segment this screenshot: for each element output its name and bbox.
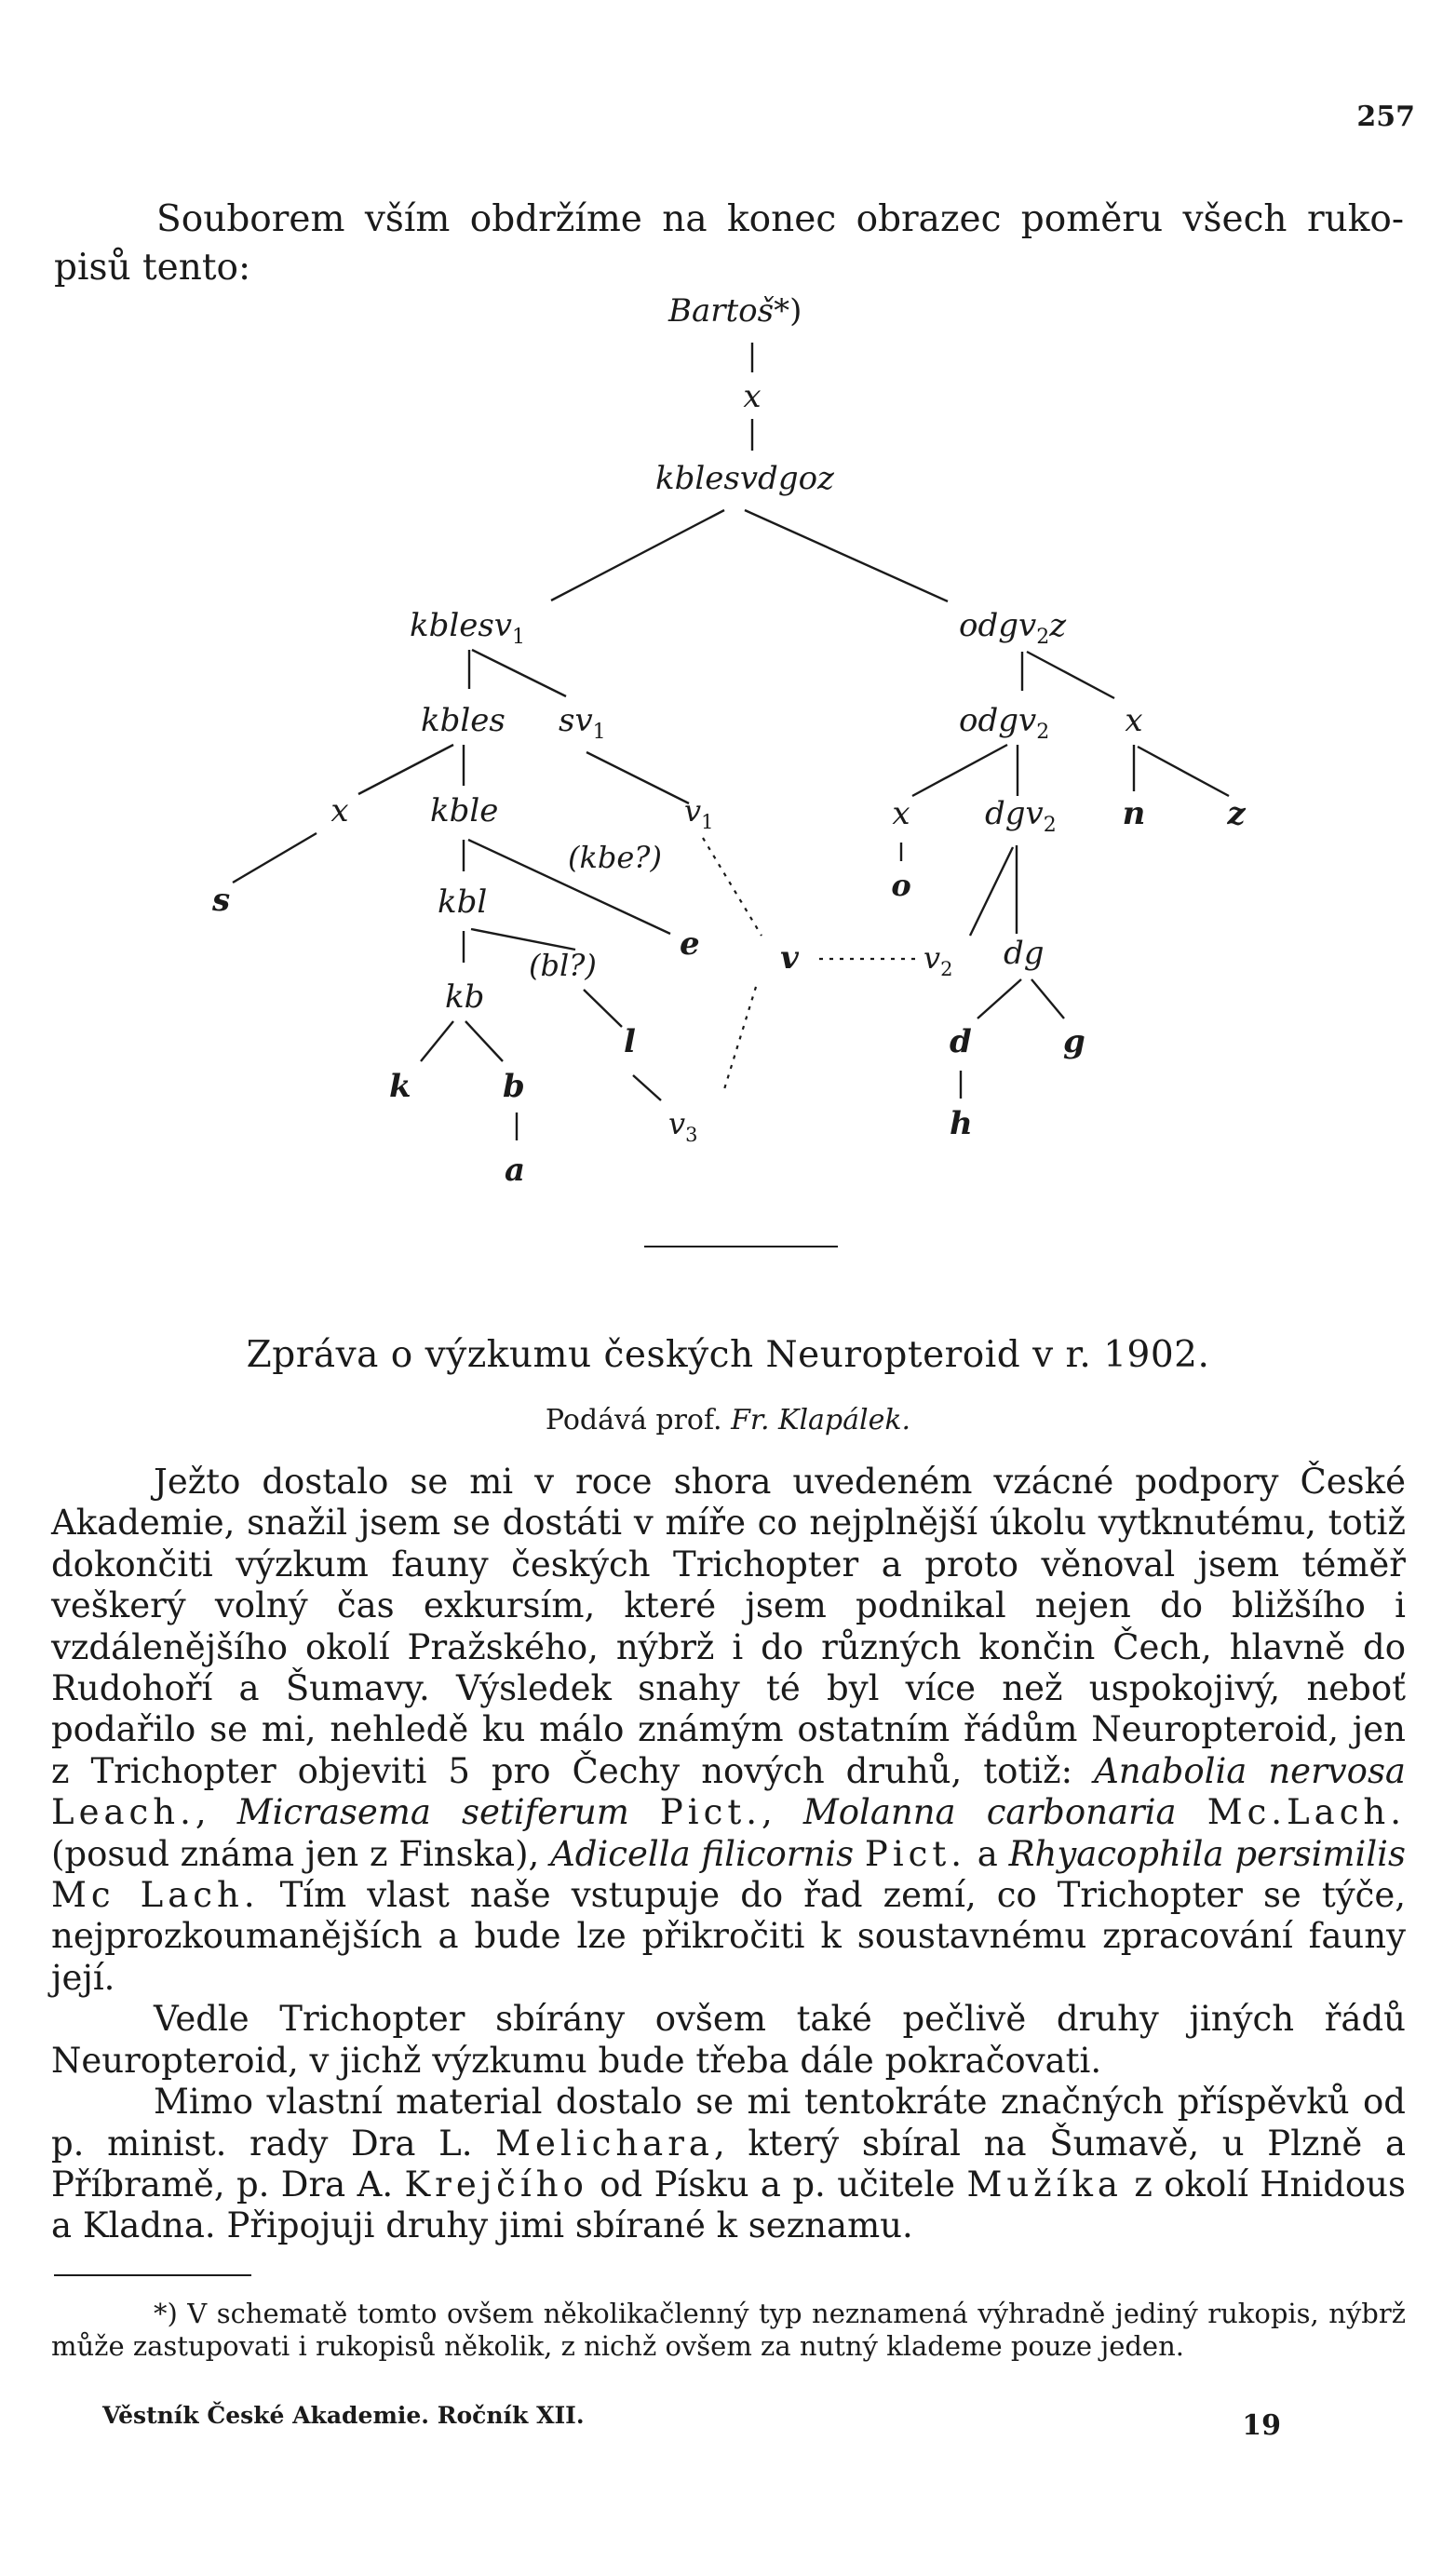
person-name: Mužíka (966, 2164, 1123, 2205)
p3-text: od Písku a p. učitele (587, 2164, 967, 2205)
p1-text (1177, 1792, 1207, 1832)
species-author: Pict. (864, 1833, 967, 1874)
node-kbl: kbl (438, 883, 488, 921)
node-v2: $v_2$ (923, 940, 953, 980)
edge-kb-b (465, 1021, 503, 1061)
node-x-mid: x (892, 795, 910, 832)
node-b: b (503, 1068, 525, 1105)
node-bl-hyp: (bl?) (529, 948, 597, 983)
node-kb: kb (445, 978, 485, 1016)
edge-kbles-x-left (358, 745, 453, 794)
intro-line-2: pisů tento: (54, 247, 251, 289)
p3-text: Mimo vlastní material dostalo se mi tentokráte značných příspěvků od p. minist. rady Dra L. (51, 2082, 1406, 2164)
person-name: Krejčího (404, 2164, 588, 2205)
edge-dgv2-v2 (970, 847, 1013, 936)
intro-paragraph (54, 196, 1404, 292)
p1-text: Ježto dostalo se mi v roce shora uvedeném vzácné podpory České Akademie, snažil jsem se dostáti v míře co nejplnější úkolu vytknutému, totiž dokončiti výzkum fauny českých Trichopter a proto věnoval jsem téměř veškerý volný čas exkursím, které jsem podnikal nejen do bližšího i vzdálenějšího okolí Pražského, nýbrž i do různých končin Čech, hlavně do Rudohoří a Šumavy. Výsledek snahy té byl více než uspokojivý, neboť podařilo se mi, nehledě ku málo známým ostatním řádům Neuropteroid, jen z Trichopter objeviti 5 pro Čechy nových druhů, totiž: (51, 1462, 1406, 1791)
p1-text: , (195, 1792, 237, 1833)
species-name: Anabolia nervosa (1094, 1750, 1406, 1791)
byline (0, 1404, 1456, 1436)
edge-x-right-z (1138, 747, 1229, 796)
node-e: e (680, 925, 700, 963)
p1-text (854, 1834, 865, 1874)
edge-odgv2-x-mid (912, 745, 1007, 796)
edge-archetype-kblesv1 (551, 510, 724, 600)
paragraph-2: Vedle Trichopter sbírány ovšem také pečlivě druhy jiných řádů Neuropteroid, v jichž výzkumu bude třeba dále pokračovati. (51, 1999, 1406, 2081)
edge-v1-v (703, 838, 762, 936)
article-body (51, 1462, 1406, 2247)
node-v: v (780, 939, 799, 977)
node-x-left: x (330, 792, 349, 829)
node-odgv2z: odgv$_2$z (959, 607, 1067, 649)
node-dg: dg (1004, 935, 1045, 972)
edge-kb-k (421, 1021, 453, 1061)
node-v1: $v_1$ (684, 793, 714, 833)
species-name: Micrasema setiferum (236, 1792, 629, 1833)
edge-archetype-odgv2z (745, 510, 948, 601)
edge-dg-g (1031, 979, 1064, 1018)
p3-text: z okolí Hnidous a Kladna. Připojuji druhy jimi sbírané k seznamu. (51, 2164, 1406, 2246)
node-dgv2: dgv$_2$ (985, 795, 1057, 837)
species-name: Adicella filicornis (550, 1833, 855, 1874)
stemma-diagram (0, 279, 1456, 1210)
node-archetype: kblesvdgoz (655, 460, 834, 497)
species-author: Leach. (51, 1792, 195, 1833)
p3-text: , který sbíral na Šumavě, u Plzně a Příbramě, p. Dra A. (51, 2123, 1406, 2205)
node-kble: kble (430, 792, 499, 829)
footnote-rule (54, 2274, 251, 2276)
species-author: Mc.Lach. (1207, 1792, 1407, 1833)
node-z: z (1227, 795, 1246, 832)
node-odgv2: odgv$_2$ (959, 702, 1050, 744)
node-k: k (389, 1068, 411, 1105)
footnote: *) V schematě tomto ovšem několikačlenný typ neznamená výhradně jediný rukopis, nýbrž může zastupovati i rukopisů několik, z nichž ovšem za nutný klademe pouze jeden. (51, 2298, 1406, 2362)
node-g: g (1063, 1023, 1085, 1060)
species-name: Molanna carbonaria (802, 1792, 1177, 1833)
signature-number: 19 (1242, 2409, 1281, 2442)
p1-text: Tím vlast naše vstupuje do řad zemí, co Trichopter se týče, nejprozkoumanějších a bude lze přikročiti k soustavnému zpracování fauny její. (51, 1875, 1406, 1998)
edge-odgv2z-x-right (1027, 652, 1114, 698)
paragraph-3 (51, 2082, 1406, 2247)
p1-text: (posud známa jen z Finska), (51, 1833, 551, 1874)
p1-text (629, 1792, 660, 1832)
edge-x-left-s (233, 833, 317, 883)
person-name: Melichara (495, 2123, 714, 2164)
species-author: Mc Lach. (51, 1875, 260, 1916)
species-author: Pict. (659, 1792, 762, 1833)
node-d: d (950, 1023, 972, 1060)
node-x-right: x (1125, 702, 1143, 739)
page-number: 257 (1356, 101, 1415, 133)
node-l: l (624, 1023, 636, 1060)
node-s: s (212, 882, 231, 919)
edge-kblesv1-sv1 (472, 650, 566, 696)
node-o: o (891, 868, 911, 903)
section-divider (644, 1246, 838, 1247)
p1-text: a (966, 1833, 1009, 1874)
p1-text: , (761, 1792, 803, 1833)
article-title: Zpráva o výzkumu českých Neuropteroid v r. 1902. (246, 1334, 1210, 1376)
edge-sv1-v1 (586, 752, 689, 803)
paragraph-1 (51, 1462, 1406, 1999)
species-name: Rhyacophila persimilis (1008, 1833, 1406, 1874)
edge-bl-l (584, 990, 622, 1027)
edge-dg-d (977, 979, 1021, 1018)
edge-l-v3 (633, 1075, 661, 1100)
node-bartos: Bartoš*) (668, 292, 802, 330)
edge-kbl-l (471, 929, 575, 950)
edge-v-v3 (724, 987, 756, 1089)
node-n: n (1122, 795, 1146, 832)
journal-line: Věstník České Akademie. Ročník XII. (102, 2402, 585, 2429)
node-kblesv1: kblesv$_1$ (410, 607, 526, 649)
node-a: a (505, 1152, 526, 1189)
byline-author: Fr. Klapálek. (731, 1404, 911, 1436)
node-v3: $v_3$ (668, 1106, 698, 1146)
node-h: h (950, 1105, 973, 1142)
node-kbe-hyp: (kbe?) (568, 840, 662, 875)
intro-line-1: Souborem vším obdržíme na konec obrazec poměru všech ruko- (156, 198, 1404, 240)
node-sv1: $sv_1$ (559, 702, 606, 744)
node-kbles: kbles (421, 702, 506, 739)
byline-prefix: Podává prof. (545, 1404, 732, 1436)
node-x-top: x (743, 378, 762, 415)
